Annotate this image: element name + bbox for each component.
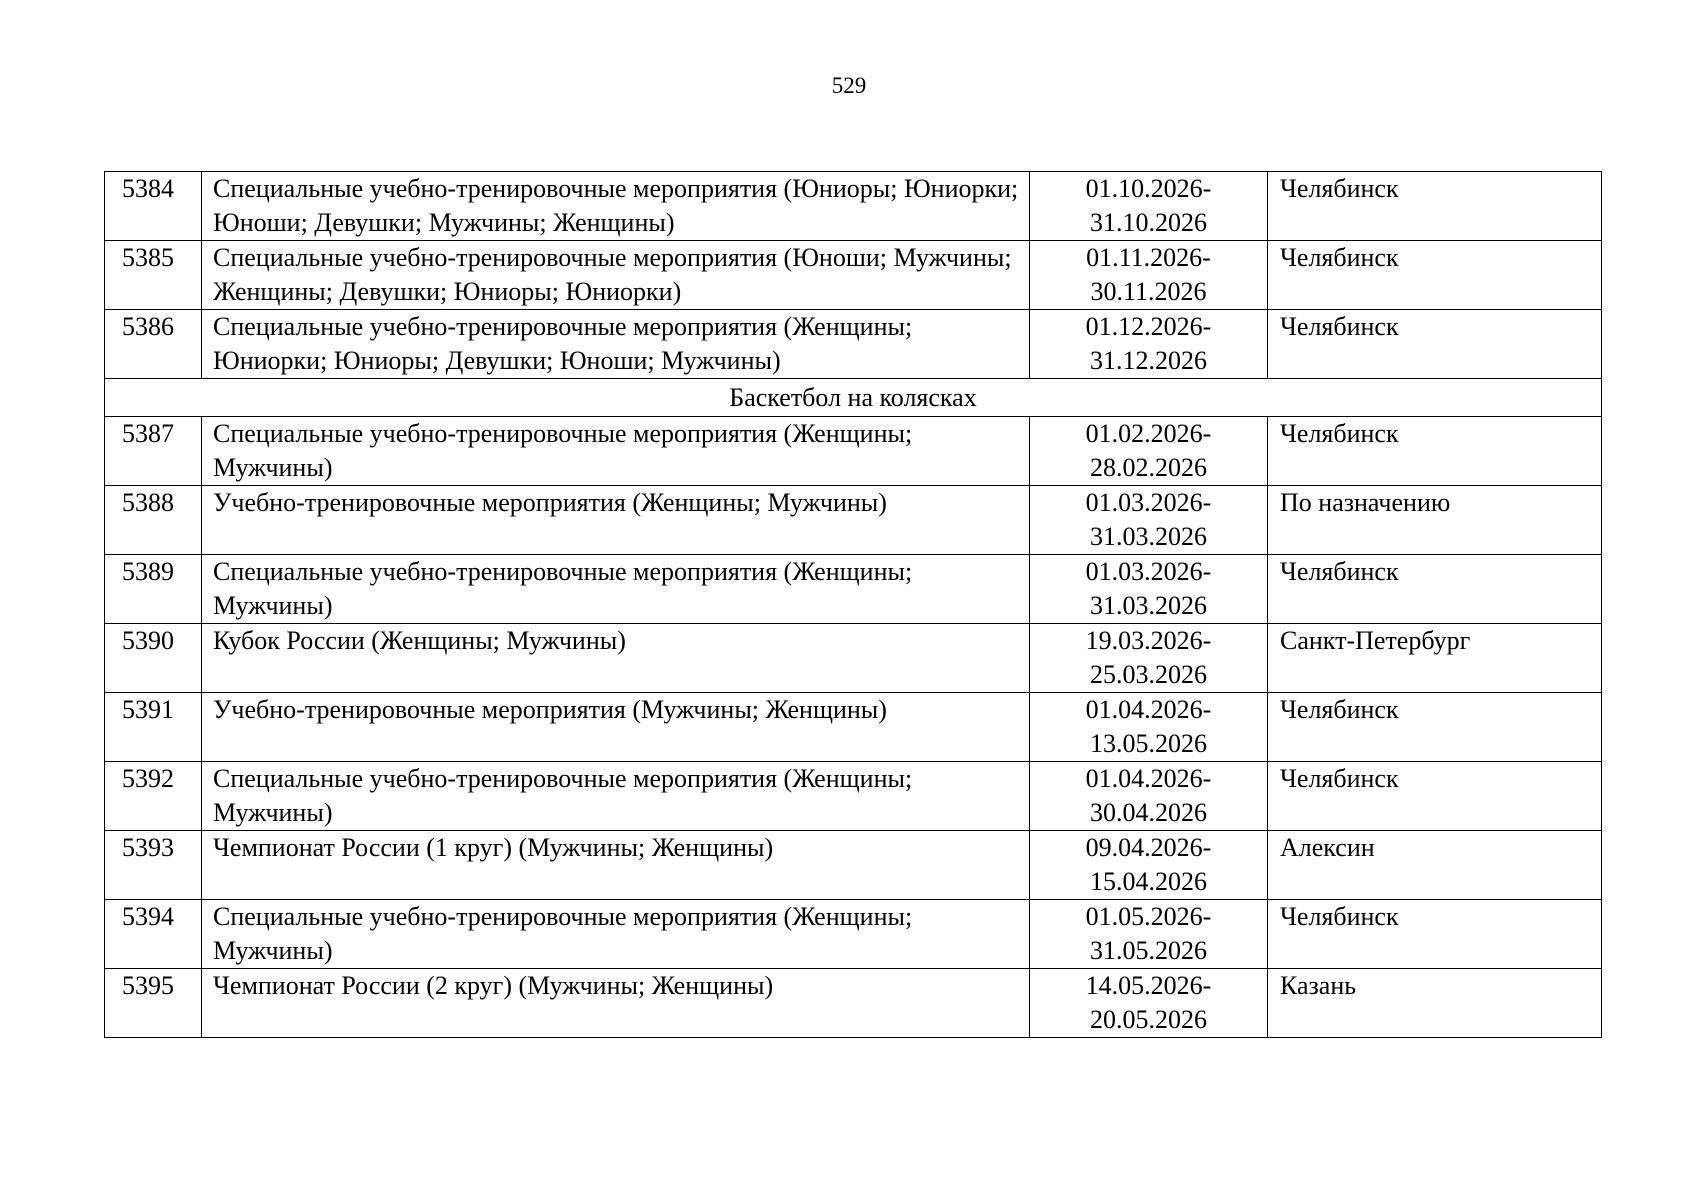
table-row [105,900,1602,969]
event-dates [1030,241,1268,310]
table-row [105,417,1602,486]
event-number [105,417,202,486]
event-dates [1030,831,1268,900]
event-place: Челябинск [1268,310,1602,379]
date-start: 14.05.2026- [1085,971,1212,1000]
date-end: 31.03.2026 [1090,591,1207,620]
date-start: 01.12.2026- [1085,312,1212,341]
table-row [105,624,1602,693]
date-start: 01.04.2026- [1085,764,1212,793]
date-end: 30.11.2026 [1090,277,1207,306]
date-end: 31.12.2026 [1090,346,1207,375]
date-start: 01.11.2026- [1086,243,1211,272]
event-number-text: 5389 [122,557,174,586]
event-name: Учебно-тренировочные мероприятия (Женщины; Мужчины) [202,486,1030,555]
page-number: 529 [831,73,867,98]
events-table [104,171,1602,1038]
event-number [105,555,202,624]
event-name: Специальные учебно-тренировочные мероприятия (Юниоры; Юниорки; Юноши; Девушки; Мужчины; Женщины) [202,172,1030,241]
event-number-text: 5385 [122,243,174,272]
event-name: Специальные учебно-тренировочные мероприятия (Женщины; Мужчины) [202,555,1030,624]
event-dates [1030,693,1268,762]
event-number-text: 5391 [122,695,174,724]
event-number [105,486,202,555]
date-start: 01.10.2026- [1085,174,1212,203]
event-number-text: 5388 [122,488,174,517]
event-dates [1030,310,1268,379]
table-row [105,762,1602,831]
event-name: Специальные учебно-тренировочные мероприятия (Женщины; Юниорки; Юниоры; Девушки; Юноши; Мужчины) [202,310,1030,379]
event-number-text: 5386 [122,312,174,341]
event-name: Чемпионат России (2 круг) (Мужчины; Женщины) [202,969,1030,1038]
date-end: 31.03.2026 [1090,522,1207,551]
event-number [105,693,202,762]
date-end: 28.02.2026 [1090,453,1207,482]
table-row [105,555,1602,624]
event-number-text: 5395 [122,971,174,1000]
event-number [105,624,202,693]
event-number-text: 5387 [122,419,174,448]
event-place: Челябинск [1268,555,1602,624]
table-body-bottom [105,417,1602,1038]
event-number-text: 5384 [122,174,174,203]
table-row [105,241,1602,310]
event-place: Челябинск [1268,762,1602,831]
event-name: Кубок России (Женщины; Мужчины) [202,624,1030,693]
event-number [105,900,202,969]
event-number [105,831,202,900]
event-name: Учебно-тренировочные мероприятия (Мужчины; Женщины) [202,693,1030,762]
event-place: По назначению [1268,486,1602,555]
event-place: Челябинск [1268,693,1602,762]
date-start: 19.03.2026- [1085,626,1212,655]
event-number [105,762,202,831]
date-end: 20.05.2026 [1090,1005,1207,1034]
date-start: 01.04.2026- [1085,695,1212,724]
date-start: 01.03.2026- [1085,557,1212,586]
date-start: 01.02.2026- [1085,419,1212,448]
event-place: Алексин [1268,831,1602,900]
event-number [105,969,202,1038]
event-dates [1030,624,1268,693]
event-number [105,172,202,241]
event-number-text: 5390 [122,626,174,655]
event-place: Санкт-Петербург [1268,624,1602,693]
date-start: 09.04.2026- [1085,833,1212,862]
event-number-text: 5394 [122,902,174,931]
event-dates [1030,969,1268,1038]
event-dates [1030,900,1268,969]
event-dates [1030,172,1268,241]
date-end: 30.04.2026 [1090,798,1207,827]
date-end: 13.05.2026 [1090,729,1207,758]
event-number [105,310,202,379]
event-name: Специальные учебно-тренировочные мероприятия (Женщины; Мужчины) [202,900,1030,969]
table-row [105,172,1602,241]
event-place: Казань [1268,969,1602,1038]
table-row [105,969,1602,1038]
date-end: 25.03.2026 [1090,660,1207,689]
event-dates [1030,555,1268,624]
event-name: Специальные учебно-тренировочные мероприятия (Женщины; Мужчины) [202,762,1030,831]
table-row [105,310,1602,379]
event-place: Челябинск [1268,241,1602,310]
table-row [105,693,1602,762]
date-end: 15.04.2026 [1090,867,1207,896]
section-row [105,379,1602,417]
event-number [105,241,202,310]
event-dates [1030,417,1268,486]
event-name: Чемпионат России (1 круг) (Мужчины; Женщины) [202,831,1030,900]
table-row [105,831,1602,900]
event-place: Челябинск [1268,900,1602,969]
date-start: 01.03.2026- [1085,488,1212,517]
event-number-text: 5392 [122,764,174,793]
section-header [105,379,1602,417]
table-body-top [105,172,1602,379]
event-number-text: 5393 [122,833,174,862]
table-row [105,486,1602,555]
event-place: Челябинск [1268,172,1602,241]
event-name: Специальные учебно-тренировочные мероприятия (Женщины; Мужчины) [202,417,1030,486]
event-dates [1030,762,1268,831]
event-name: Специальные учебно-тренировочные мероприятия (Юноши; Мужчины; Женщины; Девушки; Юниоры; Юниорки) [202,241,1030,310]
date-end: 31.10.2026 [1090,208,1207,237]
event-dates [1030,486,1268,555]
date-start: 01.05.2026- [1085,902,1212,931]
section-title: Баскетбол на колясках [105,379,1602,417]
event-place: Челябинск [1268,417,1602,486]
date-end: 31.05.2026 [1090,936,1207,965]
